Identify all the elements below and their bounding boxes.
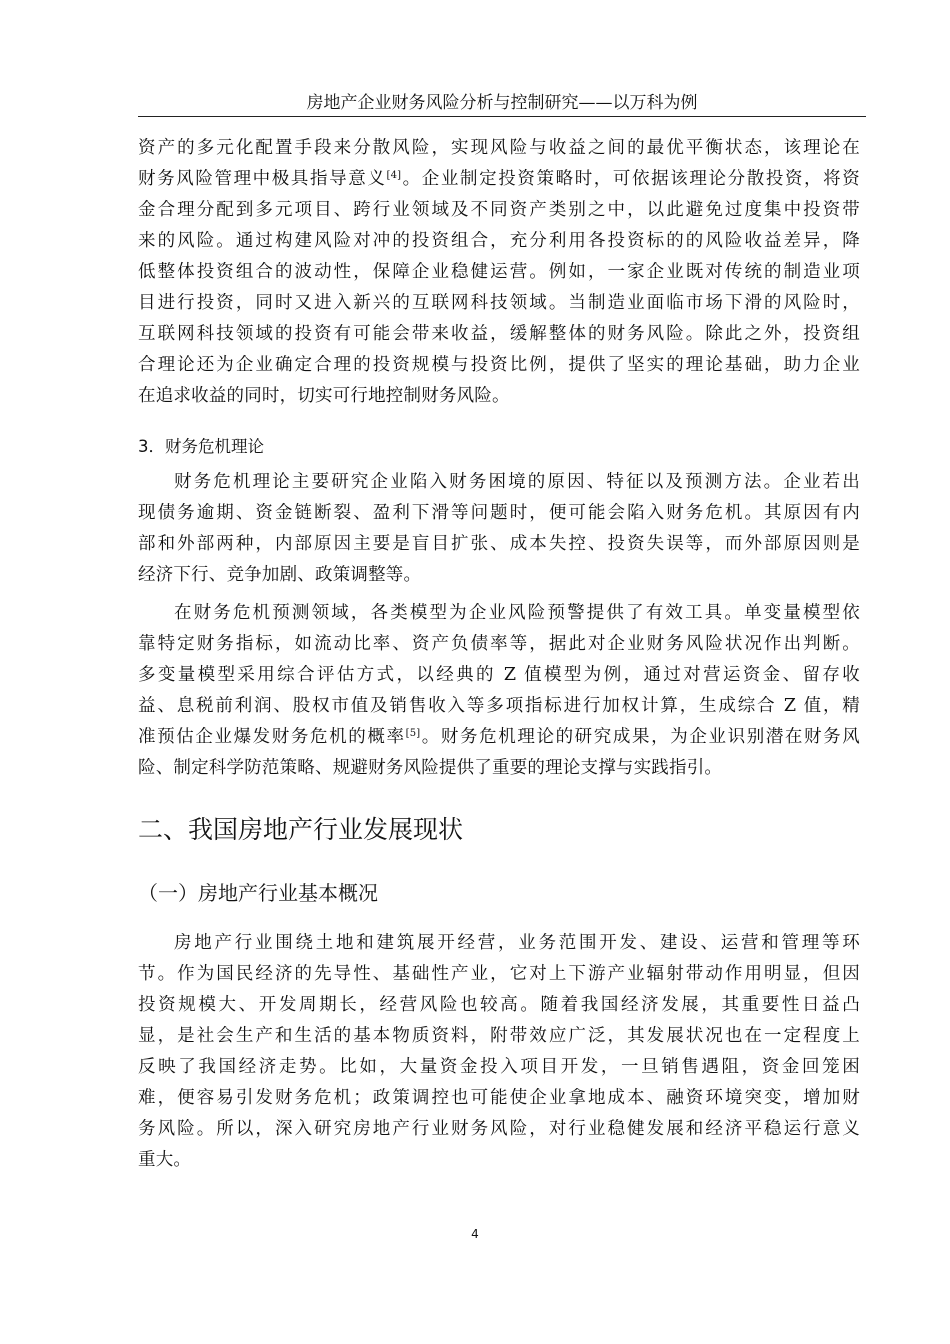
text-line: 难，便容易引发财务危机；政策调控也可能使企业拿地成本、融资环境突变，增加财 bbox=[138, 1088, 860, 1108]
text-line: 靠特定财务指标，如流动比率、资产负债率等，据此对企业财务风险状况作出判断。 bbox=[138, 634, 860, 654]
text-segment: 。企业制定投资策略时，可依据该理论分散投资，将资 bbox=[401, 169, 860, 189]
text-line: 务风险。所以，深入研究房地产行业财务风险，对行业稳健发展和经济平稳运行意义 bbox=[138, 1119, 860, 1139]
text-line: 低整体投资组合的波动性，保障企业稳健运营。例如，一家企业既对传统的制造业项 bbox=[138, 262, 860, 282]
paragraph-portfolio-theory bbox=[138, 133, 860, 412]
text-line: 现债务逾期、资金链断裂、盈利下滑等问题时，便可能会陷入财务危机。其原因有内 bbox=[138, 503, 860, 523]
text-line: 房地产行业围绕土地和建筑展开经营，业务范围开发、建设、运营和管理等环 bbox=[174, 933, 860, 953]
text-line: 益、息税前利润、股权市值及销售收入等多项指标进行加权计算，生成综合 Z 值，精 bbox=[138, 696, 860, 716]
paragraph-crisis-theory-2 bbox=[138, 598, 860, 784]
text-line: 多变量模型采用综合评估方式，以经典的 Z 值模型为例，通过对营运资金、留存收 bbox=[138, 665, 860, 685]
text-line: 合理论还为企业确定合理的投资规模与投资比例，提供了坚实的理论基础，助力企业 bbox=[138, 355, 860, 375]
text-line: 来的风险。通过构建风险对冲的投资组合，充分利用各投资标的的风险收益差异，降 bbox=[138, 231, 860, 251]
text-line: 投资规模大、开发周期长，经营风险也较高。随着我国经济发展，其重要性日益凸 bbox=[138, 995, 860, 1015]
citation: [4] bbox=[386, 170, 402, 181]
text-line: 经济下行、竞争加剧、政策调整等。 bbox=[138, 565, 422, 585]
text-line: 险、制定科学防范策略、规避财务风险提供了重要的理论支撑与实践指引。 bbox=[138, 758, 723, 778]
text-segment: 准预估企业爆发财务危机的概率 bbox=[138, 727, 406, 747]
text-segment: 财务风险管理中极具指导意义 bbox=[138, 169, 387, 189]
text-line: 在追求收益的同时，切实可行地控制财务风险。 bbox=[138, 386, 510, 406]
chapter-heading: 二、我国房地产行业发展现状 bbox=[138, 815, 464, 844]
section-heading-3: 3．财务危机理论 bbox=[138, 437, 264, 456]
text-line bbox=[138, 164, 860, 195]
running-header: 房地产企业财务风险分析与控制研究——以万科为例 bbox=[306, 93, 698, 113]
text-line: 部和外部两种，内部原因主要是盲目扩张、成本失控、投资失误等，而外部原因则是 bbox=[138, 534, 860, 554]
text-line: 在财务危机预测领域，各类模型为企业风险预警提供了有效工具。单变量模型依 bbox=[174, 603, 860, 623]
header-rule bbox=[138, 116, 866, 117]
text-line: 资产的多元化配置手段来分散风险，实现风险与收益之间的最优平衡状态，该理论在 bbox=[138, 138, 860, 158]
text-line: 目进行投资，同时又进入新兴的互联网科技领域。当制造业面临市场下滑的风险时， bbox=[138, 293, 860, 313]
text-line: 显，是社会生产和生活的基本物质资料，附带效应广泛，其发展状况也在一定程度上 bbox=[138, 1026, 860, 1046]
paragraph-crisis-theory-1 bbox=[138, 467, 860, 591]
text-line: 节。作为国民经济的先导性、基础性产业，它对上下游产业辐射带动作用明显，但因 bbox=[138, 964, 860, 984]
text-line: 财务危机理论主要研究企业陷入财务困境的原因、特征以及预测方法。企业若出 bbox=[174, 472, 860, 492]
page-number: 4 bbox=[471, 1227, 479, 1241]
text-line: 互联网科技领域的投资有可能会带来收益，缓解整体的财务风险。除此之外，投资组 bbox=[138, 324, 860, 344]
text-line: 反映了我国经济走势。比如，大量资金投入项目开发，一旦销售遇阻，资金回笼困 bbox=[138, 1057, 860, 1077]
text-line bbox=[138, 722, 860, 753]
section-heading-1: （一）房地产行业基本概况 bbox=[138, 881, 378, 905]
text-segment: 。财务危机理论的研究成果，为企业识别潜在财务风 bbox=[420, 727, 860, 747]
paragraph-industry-overview bbox=[138, 928, 860, 1176]
citation: [5] bbox=[405, 728, 421, 739]
text-line: 重大。 bbox=[138, 1150, 192, 1170]
text-line: 金合理分配到多元项目、跨行业领域及不同资产类别之中，以此避免过度集中投资带 bbox=[138, 200, 860, 220]
